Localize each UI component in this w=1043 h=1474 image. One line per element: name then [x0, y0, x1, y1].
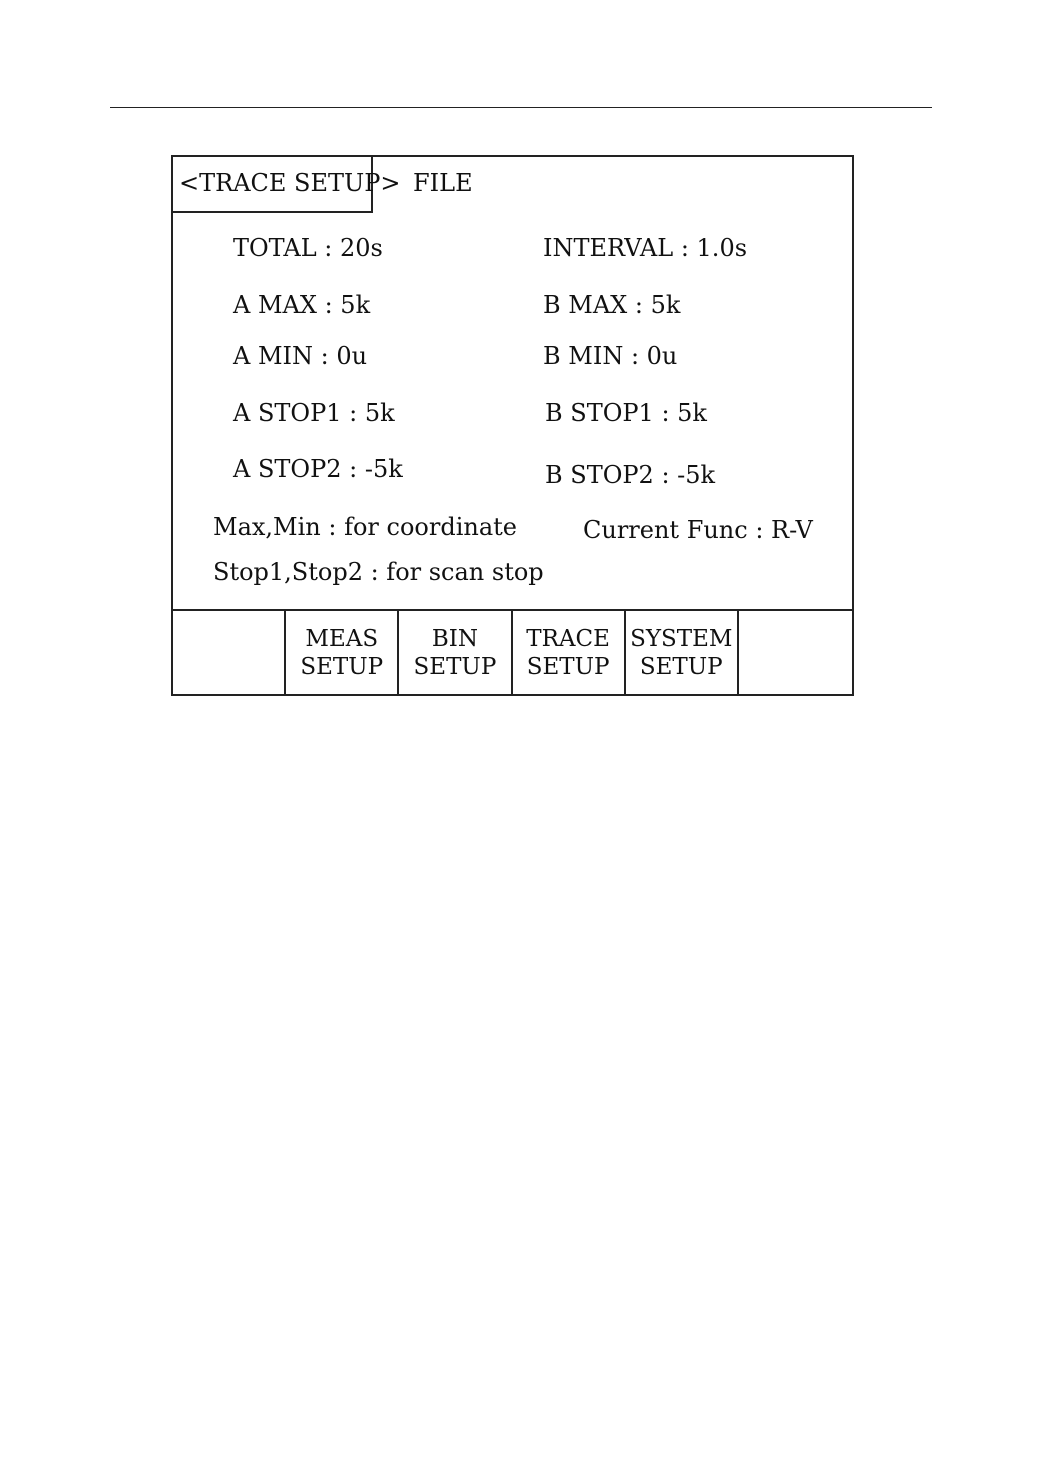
meas-setup-label-2: SETUP	[300, 653, 384, 680]
system-setup-label-1: SYSTEM	[630, 625, 733, 652]
trace-setup-softkey[interactable]	[513, 611, 626, 694]
current-func-status: Current Func : R-V	[583, 516, 813, 544]
total-field[interactable]: TOTAL : 20s	[233, 234, 383, 262]
page-title: <TRACE SETUP>	[173, 157, 373, 213]
bin-setup-softkey[interactable]	[399, 611, 512, 694]
softkey-bar	[173, 609, 852, 694]
softkey-1[interactable]	[173, 611, 286, 694]
b-stop2-field[interactable]: B STOP2 : -5k	[545, 461, 716, 489]
system-setup-label-2: SETUP	[639, 653, 723, 680]
softkey-6[interactable]	[739, 611, 852, 694]
a-stop2-field[interactable]: A STOP2 : -5k	[233, 455, 403, 483]
meas-setup-label-1: MEAS	[305, 625, 379, 652]
interval-field[interactable]: INTERVAL : 1.0s	[543, 234, 748, 262]
maxmin-note: Max,Min : for coordinate	[213, 513, 517, 541]
a-max-field[interactable]: A MAX : 5k	[233, 291, 371, 319]
bin-setup-label-2: SETUP	[413, 653, 497, 680]
stop-note: Stop1,Stop2 : for scan stop	[213, 558, 544, 586]
header-rule	[110, 107, 932, 108]
b-max-field[interactable]: B MAX : 5k	[543, 291, 681, 319]
system-setup-softkey[interactable]	[626, 611, 739, 694]
bin-setup-label-1: BIN	[431, 625, 478, 652]
file-tab[interactable]: FILE	[413, 169, 473, 197]
trace-setup-screen	[171, 155, 854, 696]
meas-setup-softkey[interactable]	[286, 611, 399, 694]
a-min-field[interactable]: A MIN : 0u	[233, 342, 368, 370]
a-stop1-field[interactable]: A STOP1 : 5k	[233, 399, 395, 427]
trace-setup-label-1: TRACE	[526, 625, 610, 652]
b-stop1-field[interactable]: B STOP1 : 5k	[545, 399, 707, 427]
b-min-field[interactable]: B MIN : 0u	[543, 342, 678, 370]
trace-setup-label-2: SETUP	[526, 653, 610, 680]
